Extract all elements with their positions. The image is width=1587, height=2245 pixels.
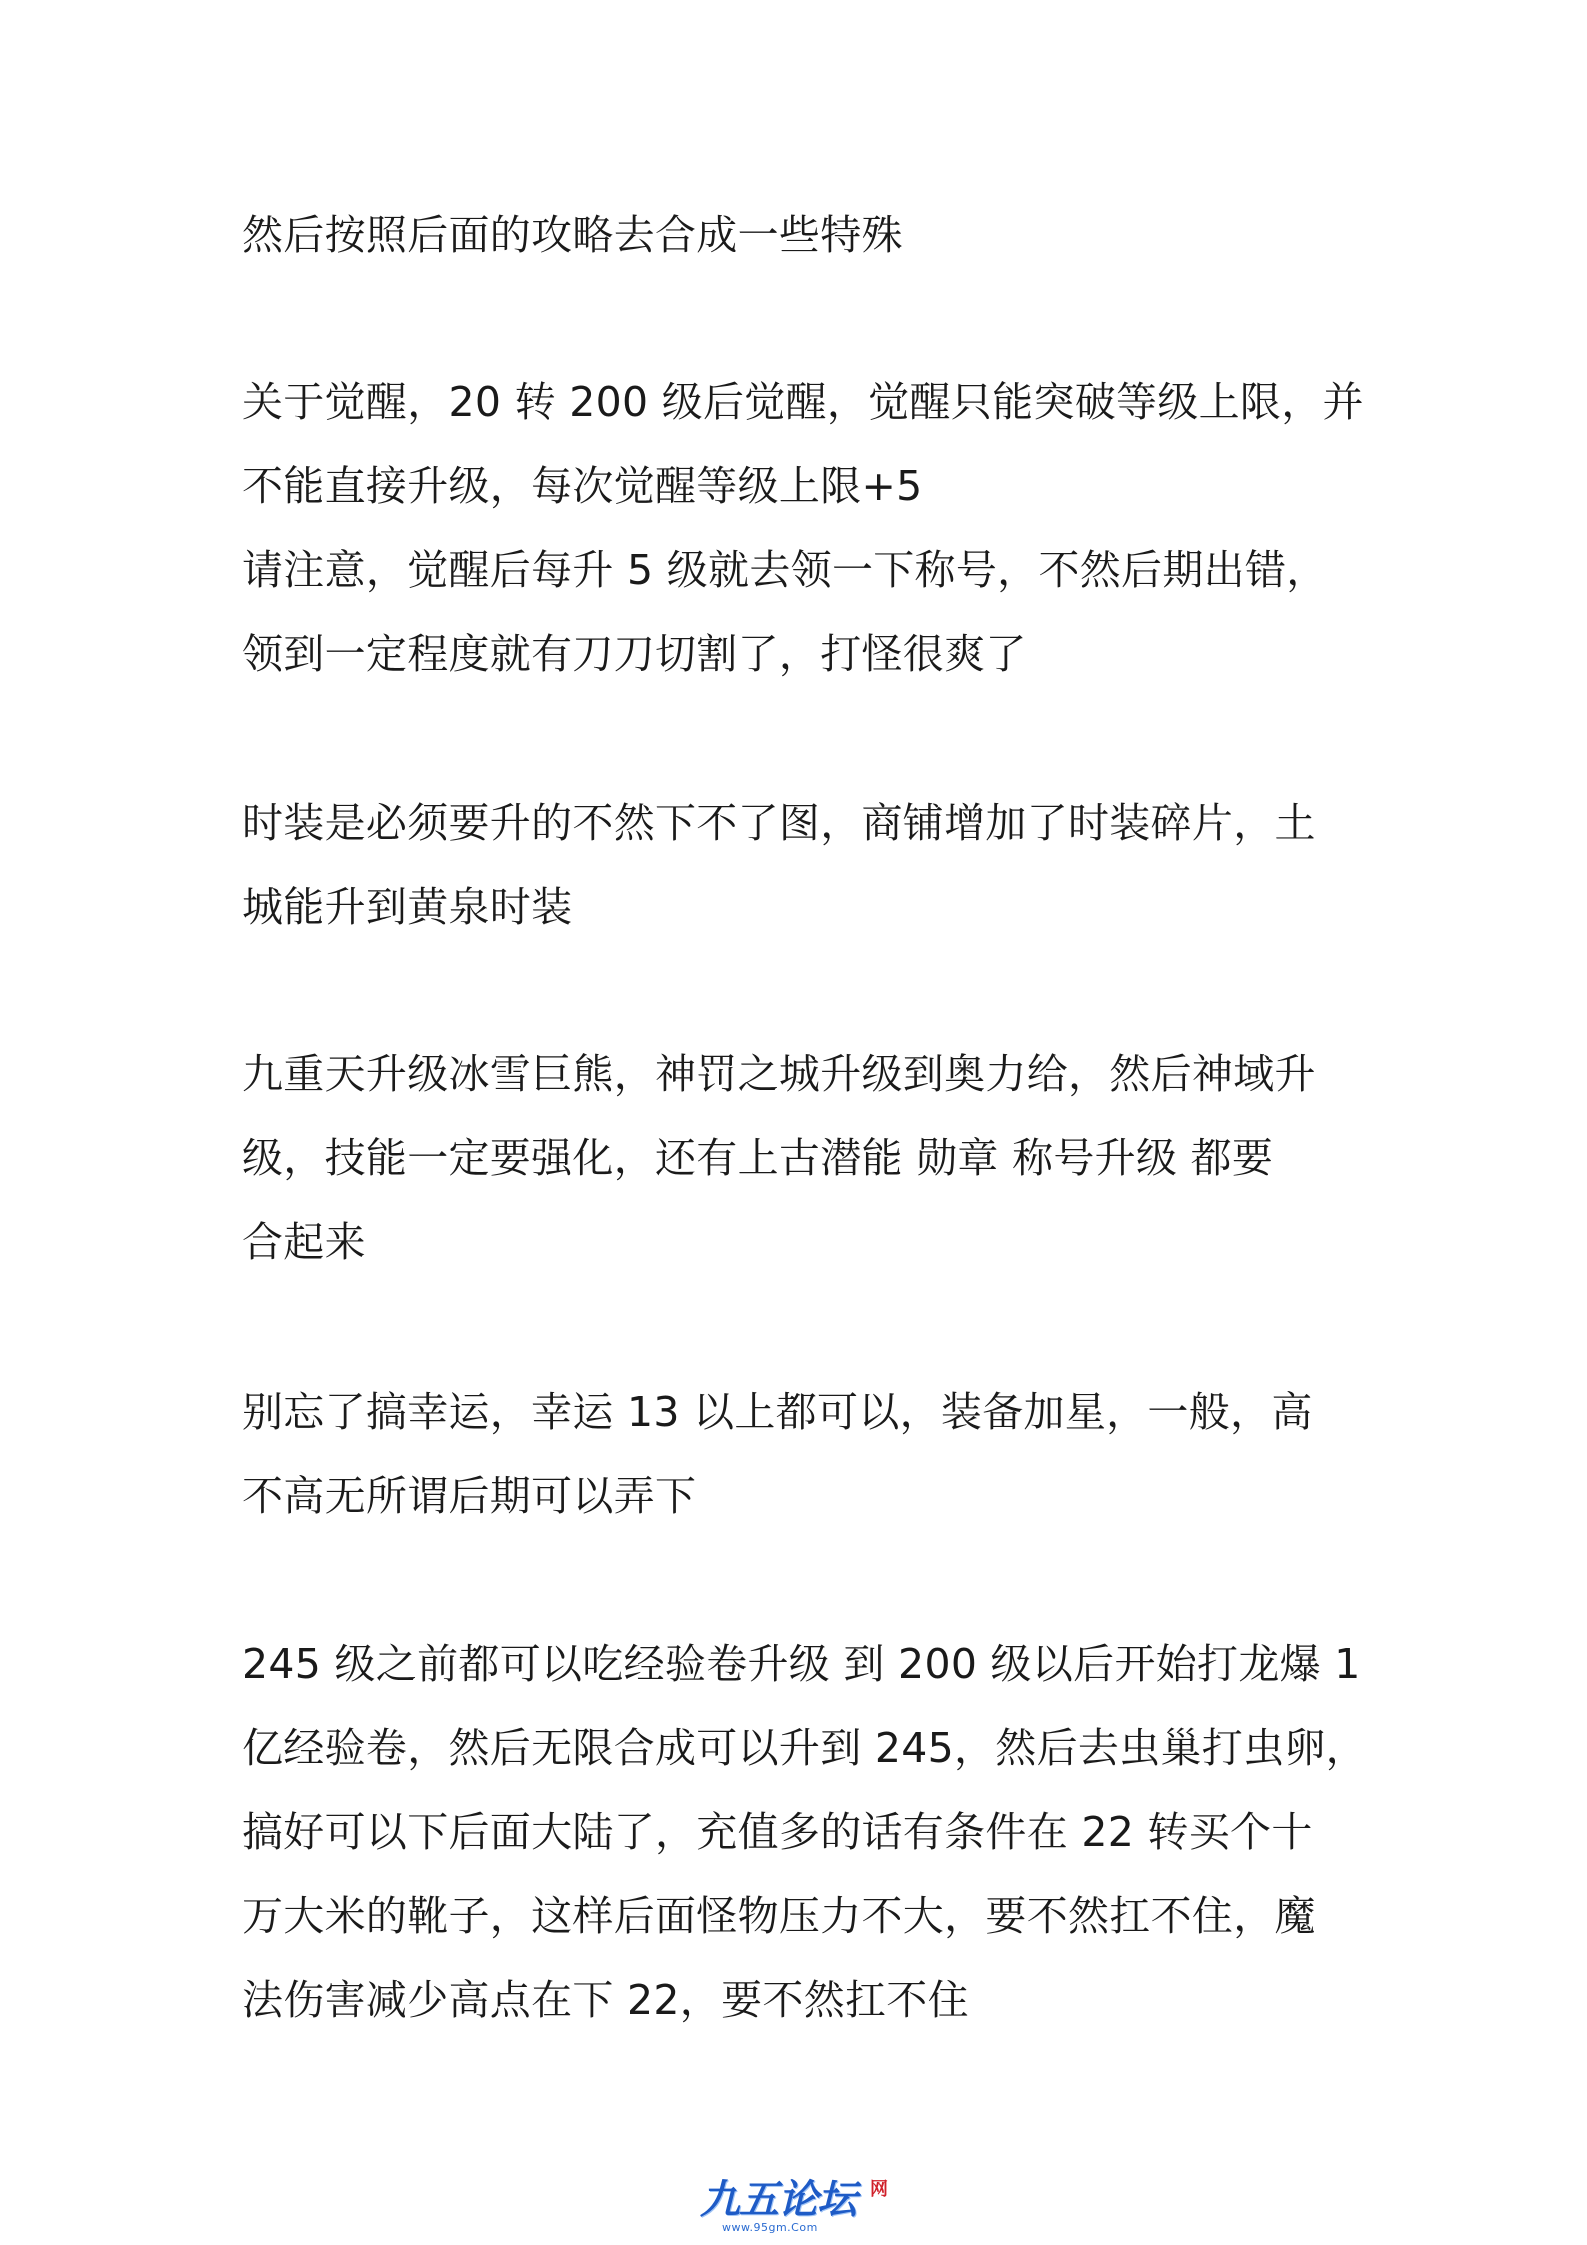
text-line: 关于觉醒，20 转 200 级后觉醒，觉醒只能突破等级上限，并: [242, 378, 1364, 426]
text-line: 时装是必须要升的不然下不了图，商铺增加了时装碎片，土: [242, 799, 1316, 847]
paragraph-luck: [242, 1370, 1360, 1538]
paragraph-awakening: [242, 360, 1364, 528]
text-line: 亿经验卷，然后无限合成可以升到 245，然后去虫巢打虫卵，: [242, 1724, 1367, 1772]
paragraph-fashion: [242, 781, 1360, 949]
text-line: 245 级之前都可以吃经验卷升级 到 200 级以后开始打龙爆 1: [242, 1640, 1361, 1688]
paragraph-title-notice: [242, 528, 1360, 696]
text-line: 九重天升级冰雪巨熊，神罚之城升级到奥力给，然后神域升: [242, 1050, 1316, 1098]
logo-url: www.95gm.Com: [722, 2221, 818, 2234]
text-line: 别忘了搞幸运，幸运 13 以上都可以，装备加星，一般，高: [242, 1388, 1313, 1436]
paragraph-leveling: [242, 1622, 1367, 2042]
text-line: 合起来: [242, 1218, 366, 1266]
text-line: 法伤害减少高点在下 22，要不然扛不住: [242, 1976, 969, 2024]
text-line: 搞好可以下后面大陆了，充值多的话有条件在 22 转买个十: [242, 1808, 1313, 1856]
text-line: 不高无所谓后期可以弄下: [242, 1472, 697, 1520]
site-logo: [700, 2175, 910, 2237]
text-line: 请注意，觉醒后每升 5 级就去领一下称号，不然后期出错，: [242, 546, 1328, 594]
text-line: 万大米的靴子，这样后面怪物压力不大，要不然扛不住，魔: [242, 1892, 1316, 1940]
text-line: 级，技能一定要强化，还有上古潜能 勋章 称号升级 都要: [242, 1134, 1274, 1182]
paragraph-synthesis-guide: [242, 193, 1360, 277]
logo-text: 九五论坛: [700, 2177, 856, 2223]
text-line: 领到一定程度就有刀刀切割了，打怪很爽了: [242, 630, 1027, 678]
logo-badge: 网: [870, 2179, 888, 2200]
paragraph-upgrades: [242, 1032, 1360, 1284]
text-line: 城能升到黄泉时装: [242, 883, 573, 931]
text-line: 不能直接升级，每次觉醒等级上限+5: [242, 462, 923, 510]
text-line: 然后按照后面的攻略去合成一些特殊: [242, 211, 903, 259]
